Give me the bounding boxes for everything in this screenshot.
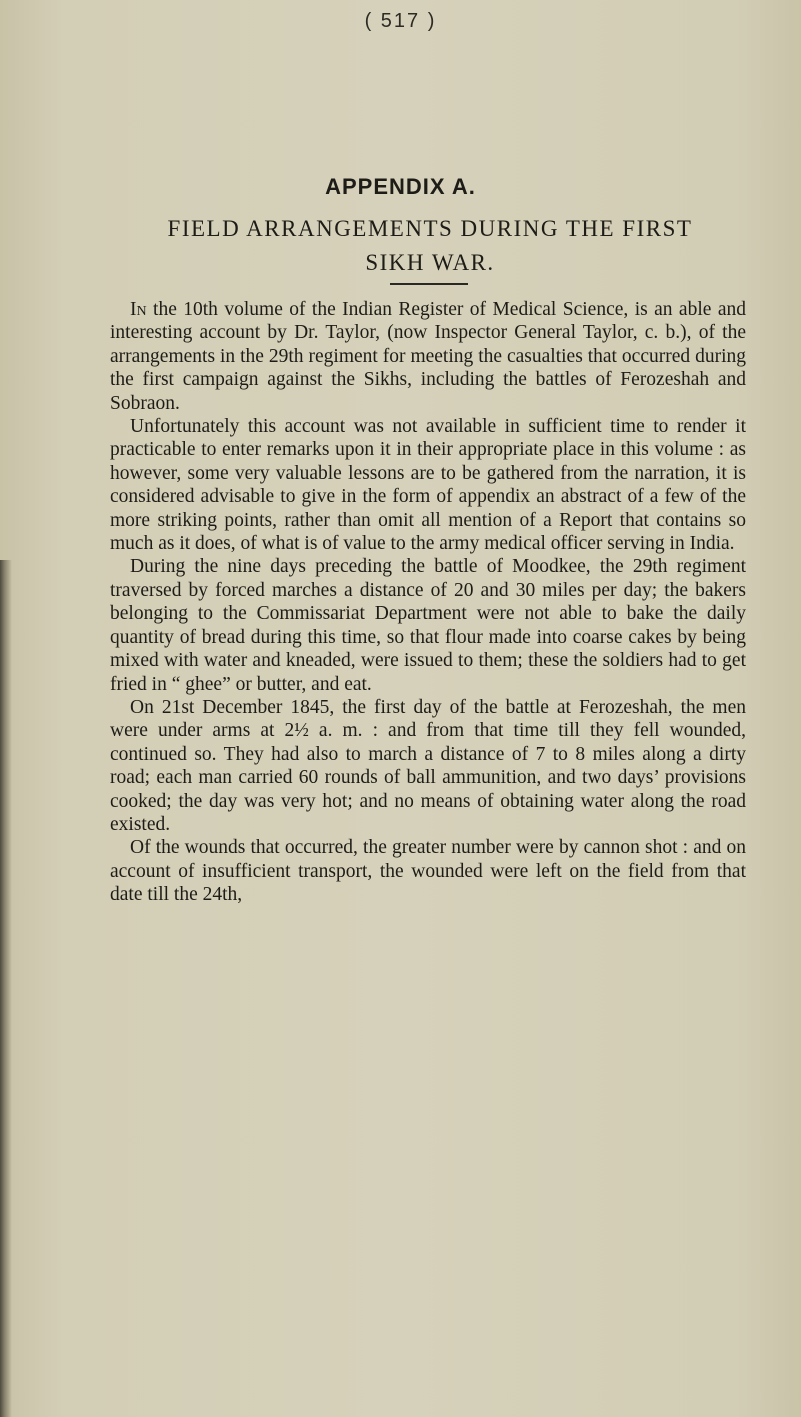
title-rule bbox=[390, 283, 468, 285]
paragraph-text: Unfortunately this account was not available in sufficient time to render it practicable to enter remarks upon it in their appropriate place in this volume : as however, some very valuable lessons are to be gathered from the narration, it is considered advisable to give in the form of appendix an abstract of a few of the more striking points, rather than omit all mention of a Report that contains so much as it does, of what is of value to the army medical officer serving in India. bbox=[110, 416, 746, 555]
body-text bbox=[110, 298, 746, 907]
title-line-1: FIELD ARRANGEMENTS DURING THE FIRST bbox=[167, 216, 693, 241]
paragraph-2 bbox=[110, 415, 746, 555]
paragraph-1 bbox=[110, 298, 746, 415]
appendix-heading: APPENDIX A. bbox=[325, 174, 476, 199]
paragraph-text: On 21st December 1845, the first day of the battle at Ferozeshah, the men were under arms at 2½ a. m. : and from that time till they fell wounded, continued so. They had also to march a distance of 7 to 8 miles along a dirty road; each man carried 60 rounds of ball ammunition, and two days’ provisions cooked; the day was very hot; and no means of obtaining water along the road existed. bbox=[110, 696, 746, 835]
paragraph-3 bbox=[110, 555, 746, 695]
paragraph-text: the 10th volume of the Indian Register of Medical Science, is an able and interesting account by Dr. Taylor, (now Inspector General Taylor, c. b.), of the arrangements in the 29th regiment for meeting the casualties that occurred during the first campaign against the Sikhs, including the battles of Ferozeshah and Sobraon. bbox=[110, 299, 746, 414]
paragraph-text: Of the wounds that occurred, the greater number were by cannon shot : and on account of insufficient transport, the wounded were left on the field from that date till the 24th, bbox=[110, 837, 746, 906]
binding-shadow bbox=[0, 560, 12, 1417]
paragraph-4 bbox=[110, 696, 746, 836]
paragraph-text: During the nine days preceding the battle of Moodkee, the 29th regiment traversed by forced marches a distance of 20 and 30 miles per day; the bakers belonging to the Commissariat Department were not able to bake the daily quantity of bread during this time, so that flour made into coarse cakes by being mixed with water and kneaded, were issued to them; these the soldiers had to get fried in “ ghee” or butter, and eat. bbox=[110, 556, 746, 695]
page-number: ( 517 ) bbox=[364, 10, 437, 32]
section-title bbox=[110, 212, 750, 280]
paragraph-5 bbox=[110, 836, 746, 906]
title-line-2: SIKH WAR. bbox=[365, 250, 495, 275]
drop-lead: In bbox=[130, 299, 147, 320]
